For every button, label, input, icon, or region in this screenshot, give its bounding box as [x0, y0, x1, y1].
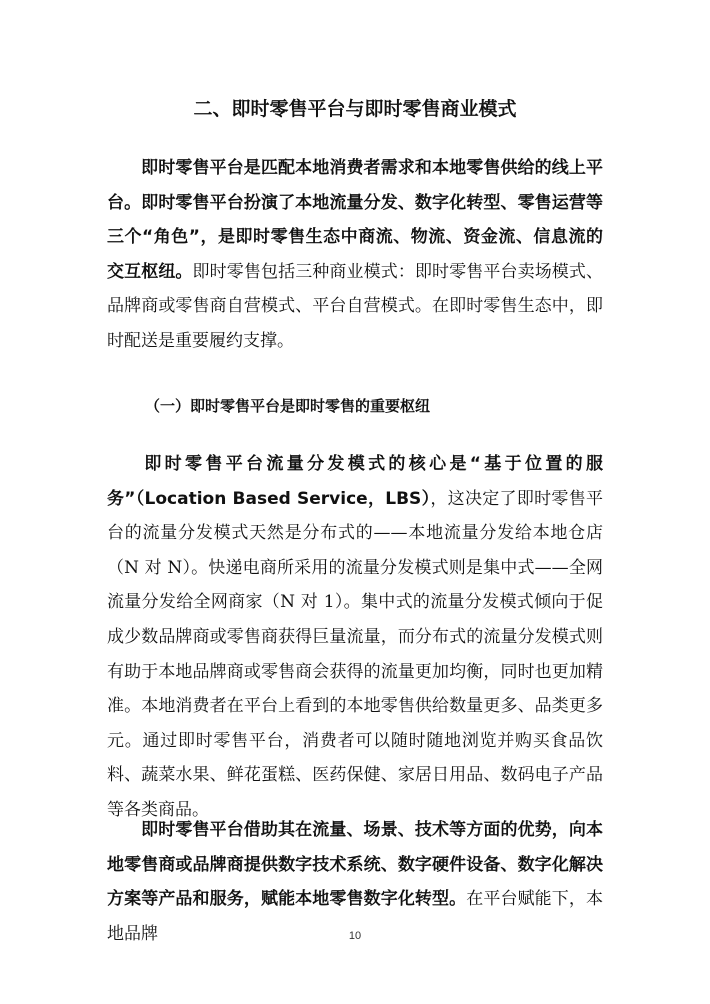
paragraph-empower-text: 在平台赋能下，本地品牌 [107, 889, 603, 944]
page-number: 10 [348, 930, 362, 942]
section-heading: 二、即时零售平台与即时零售商业模式 [193, 98, 517, 120]
subsection-heading: （一）即时零售平台是即时零售的重要枢纽 [145, 397, 431, 415]
paragraph-traffic [107, 447, 603, 828]
paragraph-intro [107, 151, 603, 359]
paragraph-traffic-bold: 即时零售平台流量分发模式的核心是“基于位置的服务”（Location Based Service，LBS） [107, 454, 603, 509]
paragraph-traffic-text: ，这决定了即时零售平台的流量分发模式天然是分布式的——本地流量分发给本地仓店（N 对 N）。快递电商所采用的流量分发模式则是集中式——全网流量分发给全网商家（N 对 1）。集中式的流量分发模式倾向于促成少数品牌商或零售商获得巨量流量，而分布式的流量分发模式则有助于本地品牌商或零售商会获得的流量更加均衡，同时也更加精准。本地消费者在平台上看到的本地零售供给数量更多、品类更多元。通过即时零售平台，消费者可以随时随地浏览并购买食品饮料、蔬菜水果、鲜花蛋糕、医药保健、家居日用品、数码电子产品等各类商品。 [107, 488, 604, 820]
paragraph-intro-text: 即时零售包括三种商业模式：即时零售平台卖场模式、品牌商或零售商自营模式、平台自营模式。在即时零售生态中，即时配送是重要履约支撑。 [107, 261, 604, 351]
paragraph-empower-bold: 即时零售平台借助其在流量、场景、技术等方面的优势，向本地零售商或品牌商提供数字技术系统、数字硬件设备、数字化解决方案等产品和服务，赋能本地零售数字化转型。 [107, 820, 603, 910]
paragraph-intro-bold: 即时零售平台是匹配本地消费者需求和本地零售供给的线上平台。即时零售平台扮演了本地流量分发、数字化转型、零售运营等三个“角色”，是即时零售生态中商流、物流、资金流、信息流的交互枢纽。 [107, 158, 603, 282]
